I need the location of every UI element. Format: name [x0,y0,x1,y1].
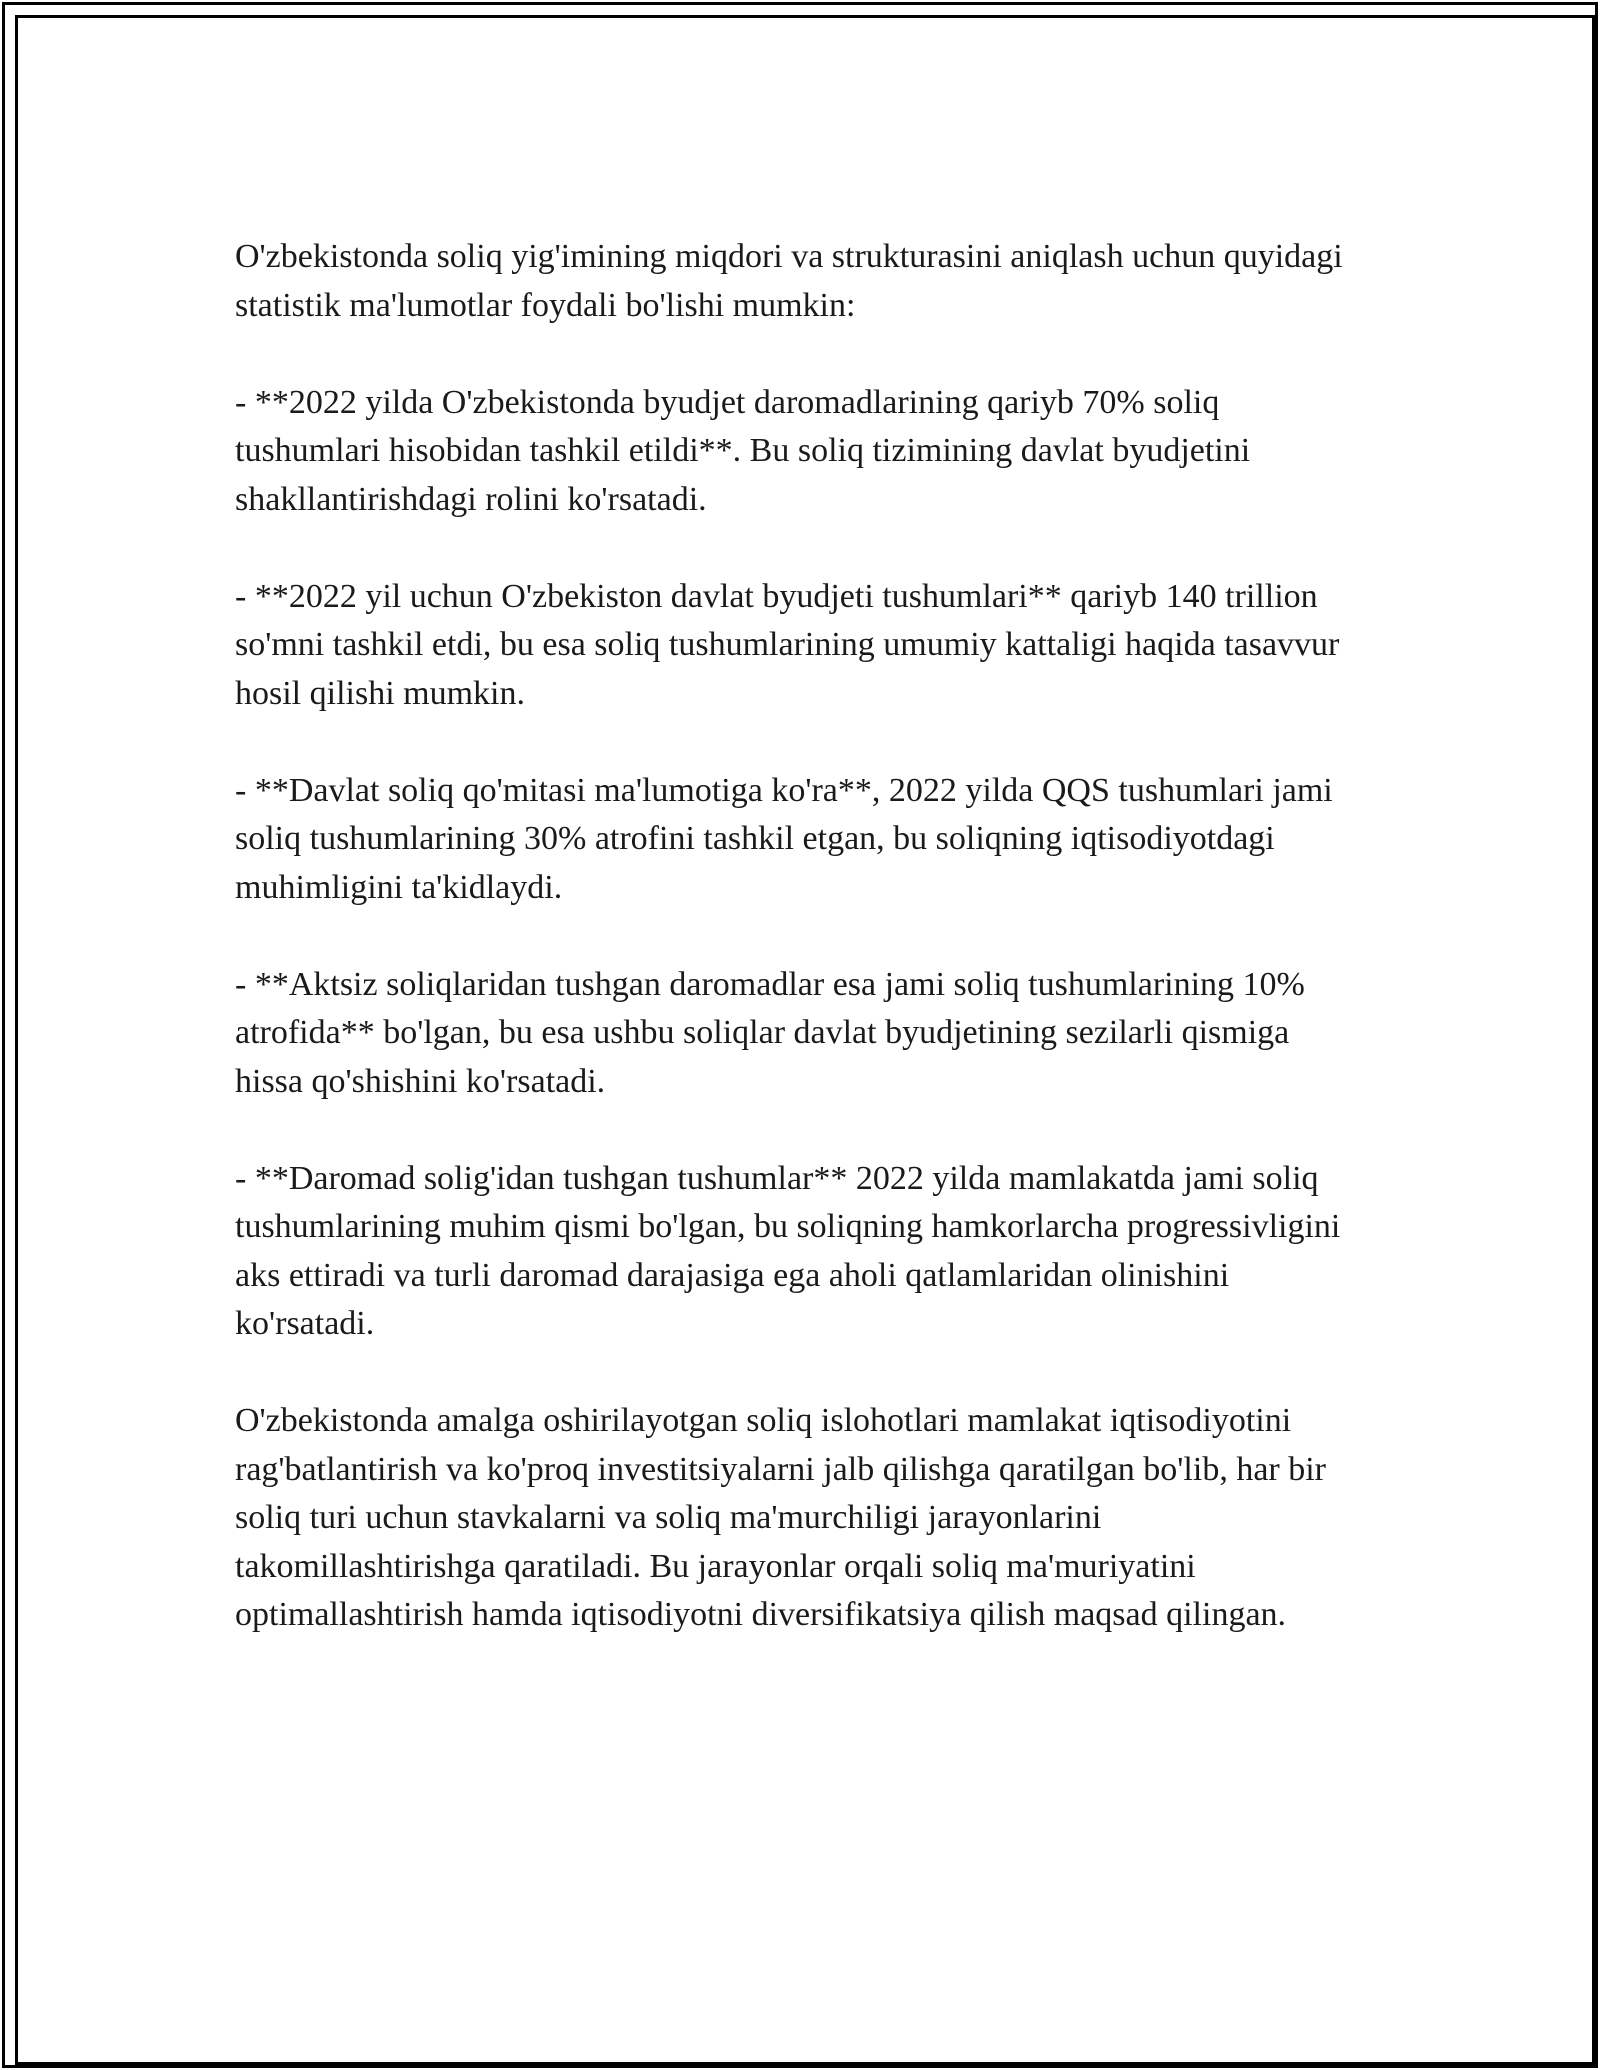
bullet-budget-share: - **2022 yilda O'zbekistonda byudjet daromadlarining qariyb 70% soliq tushumlari hisobidan tashkil etildi**. Bu soliq tizimining davlat byudjetini shakllantirishdagi rolini ko'rsatadi. [235,383,1251,518]
conclusion-paragraph: O'zbekistonda amalga oshirilayotgan soliq islohotlari mamlakat iqtisodiyotini rag'batlantirish va ko'proq investitsiyalarni jalb qilishga qaratilgan bo'lib, har bir soliq turi uchun stavkalarni va soliq ma'murchiligi jarayonlarini takomillashtirishga qaratiladi. Bu jarayonlar orqali soliq ma'muriyatini optimallashtirish hamda iqtisodiyotni diversifikatsiya qilish maqsad qilingan. [235,1402,1327,1633]
document-body [235,233,1365,1688]
bullet-income-tax: - **Daromad solig'idan tushgan tushumlar** 2022 yilda mamlakatda jami soliq tushumlarining muhim qismi bo'lgan, bu soliqning hamkorlarcha progressivligini aks ettiradi va turli daromad darajasiga ega aholi qatlamlaridan olinishini ko'rsatadi. [235,1159,1341,1342]
bullet-excise-share: - **Aktsiz soliqlaridan tushgan daromadlar esa jami soliq tushumlarining 10% atrofida** bo'lgan, bu esa ushbu soliqlar davlat byudjetining sezilarli qismiga hissa qo'shishini ko'rsatadi. [235,965,1305,1100]
bullet-vat-share: - **Davlat soliq qo'mitasi ma'lumotiga ko'ra**, 2022 yilda QQS tushumlari jami soliq tushumlarining 30% atrofini tashkil etgan, bu soliqning iqtisodiyotdagi muhimligini ta'kidlaydi. [235,771,1333,906]
bullet-budget-revenue: - **2022 yil uchun O'zbekiston davlat byudjeti tushumlari** qariyb 140 trillion so'mni tashkil etdi, bu esa soliq tushumlarining umumiy kattaligi haqida tasavvur hosil qilishi mumkin. [235,577,1340,712]
intro-paragraph: O'zbekistonda soliq yig'imining miqdori va strukturasini aniqlash uchun quyidagi statistik ma'lumotlar foydali bo'lishi mumkin: [235,238,1343,324]
